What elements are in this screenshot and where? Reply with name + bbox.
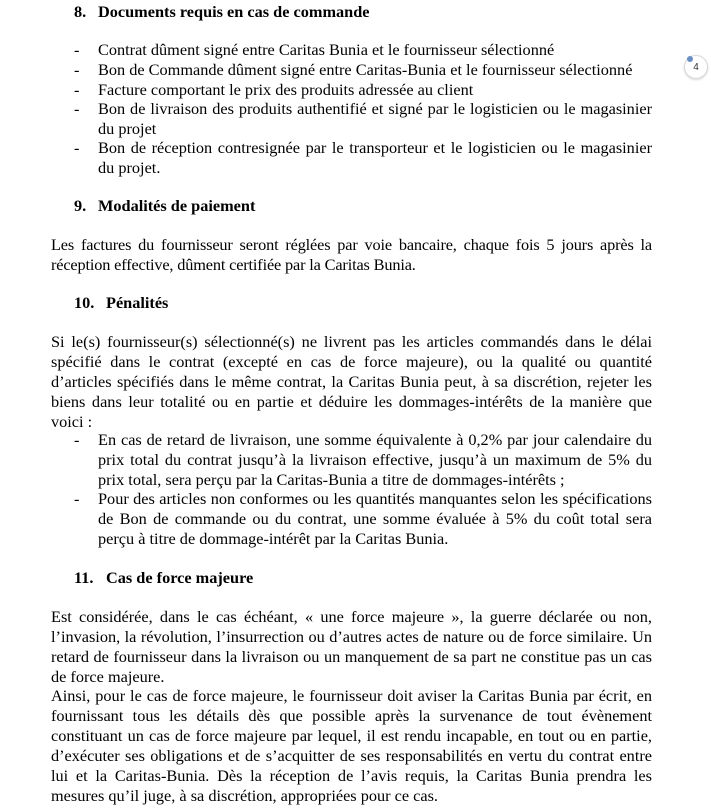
list-item-text: Facture comportant le prix des produits adressée au client bbox=[98, 80, 474, 99]
dash-bullet-icon: - bbox=[74, 138, 80, 157]
dash-bullet-icon: - bbox=[74, 40, 80, 59]
list-item bbox=[74, 80, 652, 100]
dash-bullet-icon: - bbox=[74, 80, 80, 99]
list-item bbox=[74, 489, 652, 549]
list-item-text: Contrat dûment signé entre Caritas Bunia et le fournisseur sélectionné bbox=[98, 40, 555, 59]
list-item-text: Bon de livraison des produits authentifié et signé par le logisticien ou le magasinier du projet bbox=[98, 99, 652, 138]
list-item bbox=[74, 40, 652, 60]
dash-bullet-icon: - bbox=[74, 489, 80, 508]
list-item bbox=[74, 60, 652, 80]
section-11-heading bbox=[74, 568, 253, 588]
section-number: 10. bbox=[74, 293, 95, 312]
section-title: Modalités de paiement bbox=[98, 196, 256, 215]
dash-bullet-icon: - bbox=[74, 99, 80, 118]
section-10-heading bbox=[74, 293, 168, 313]
list-item-text: Bon de Commande dûment signé entre Caritas-Bunia et le fournisseur sélectionné bbox=[98, 60, 633, 79]
badge-dot-icon bbox=[687, 56, 693, 62]
page-number-badge[interactable] bbox=[684, 55, 708, 79]
paragraph: Ainsi, pour le cas de force majeure, le fournisseur doit aviser la Caritas Bunia par écrit, en fournissant tous les détails dès que possible après la survenance de tout évènement constituant un cas de force majeure par lequel, il est rendu incapable, en tout ou en partie, d’exécuter ses obligations et de s’acquitter de ses responsabilités en vertu du contrat entre lui et la Caritas-Bunia. Dès la réception de l’avis requis, la Caritas Bunia prendra les mesures qu’il juge, à sa discrétion, appropriées pour ce cas. bbox=[51, 686, 652, 805]
list-item bbox=[74, 99, 652, 139]
dash-bullet-icon: - bbox=[74, 60, 80, 79]
section-title: Cas de force majeure bbox=[106, 568, 254, 587]
section-number: 11. bbox=[74, 568, 94, 587]
dash-bullet-icon: - bbox=[74, 430, 80, 449]
section-number: 8. bbox=[74, 2, 87, 21]
paragraph: Est considérée, dans le cas échéant, « une force majeure », la guerre déclarée ou non, l’invasion, la révolution, l’insurrection ou d’autres actes de nature ou de force similaire. Un retard de fournisseur dans la livraison ou un manquement de sa part ne constitue pas un cas de force majeure. bbox=[51, 607, 652, 686]
section-title: Pénalités bbox=[106, 293, 169, 312]
list-item bbox=[74, 138, 652, 178]
list-item-text: Pour des articles non conformes ou les quantités manquantes selon les spécifications de Bon de commande ou du contrat, une somme évaluée à 5% du coût total sera perçu à titre de dommage-intérêt par la Caritas Bunia. bbox=[98, 489, 652, 548]
section-8-heading bbox=[74, 2, 370, 22]
section-title: Documents requis en cas de commande bbox=[98, 2, 370, 21]
paragraph: Si le(s) fournisseur(s) sélectionné(s) ne livrent pas les articles commandés dans le délai spécifié dans le contrat (excepté en cas de force majeure), ou la qualité ou quantité d’articles spécifiés dans le même contrat, la Caritas Bunia peut, à sa discrétion, rejeter les biens dans leur totalité ou en partie et déduire les dommages-intérêts de la manière que voici : bbox=[51, 332, 652, 431]
section-9-heading bbox=[74, 196, 255, 216]
paragraph: Les factures du fournisseur seront réglées par voie bancaire, chaque fois 5 jours après la réception effective, dûment certifiée par la Caritas Bunia. bbox=[51, 235, 652, 274]
section-number: 9. bbox=[74, 196, 87, 215]
list-item bbox=[74, 430, 652, 490]
list-item-text: En cas de retard de livraison, une somme équivalente à 0,2% par jour calendaire du prix total du contrat jusqu’à la livraison effective, jusqu’à un maximum de 5% du prix total, sera perçu par la Caritas-Bunia a titre de dommages-intérêts ; bbox=[98, 430, 652, 489]
list-item-text: Bon de réception contresignée par le transporteur et le logisticien ou le magasinier du projet. bbox=[98, 138, 652, 177]
page-number: 4 bbox=[693, 62, 699, 73]
